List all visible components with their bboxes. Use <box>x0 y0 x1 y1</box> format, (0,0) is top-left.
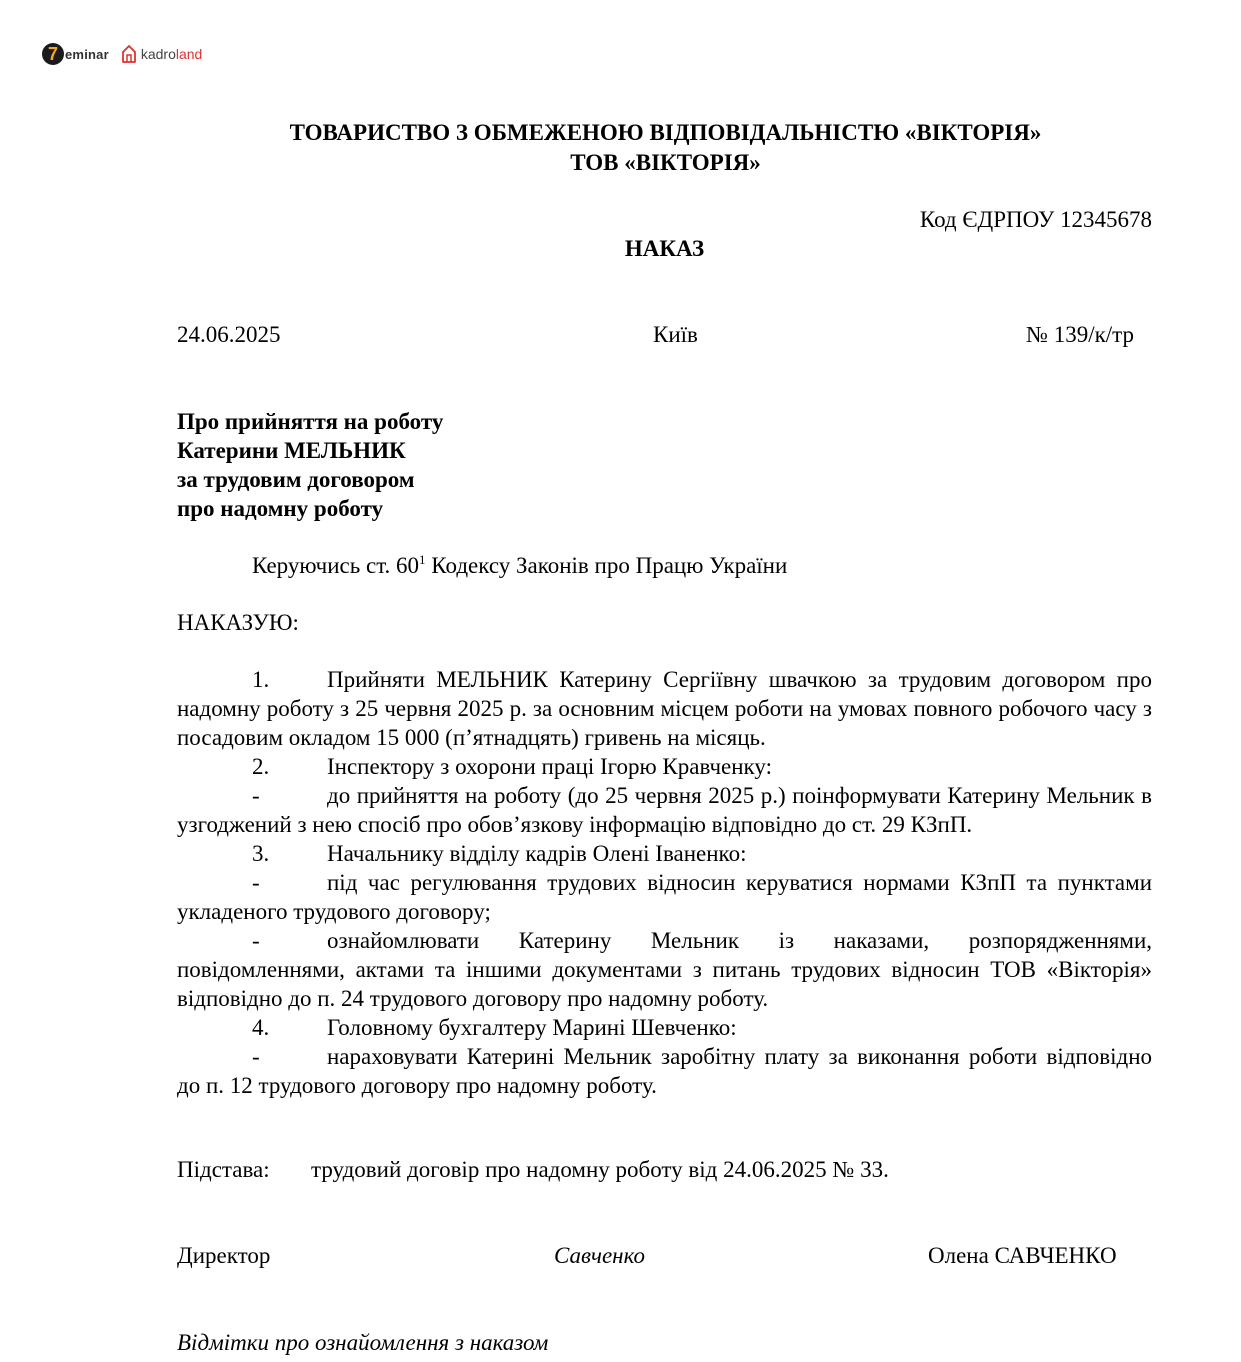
item-label: - <box>252 870 260 895</box>
order-item <box>177 665 1152 752</box>
header-logos <box>42 40 202 68</box>
item-label: 2. <box>252 754 270 779</box>
item-text: до прийняття на роботу (до 25 червня 2025 р.) поінформувати Катерину Мельник в узгоджений з нею спосіб про обов’язкову інформацію відповідно до ст. 29 КЗпП. <box>177 783 1152 837</box>
subject-line: за трудовим договором <box>177 467 415 492</box>
order-subitem <box>177 1042 1152 1100</box>
basis-line <box>177 1155 889 1184</box>
legal-basis-suffix: Кодексу Законів про Працю України <box>425 553 788 578</box>
item-label: 1. <box>252 667 270 692</box>
acknowledgement-note: Відмітки про ознайомлення з наказом <box>177 1330 549 1355</box>
order-date: 24.06.2025 <box>177 322 281 347</box>
item-label: - <box>252 1044 260 1069</box>
item-text: під час регулювання трудових відносин керуватися нормами КЗпП та пунктами укладеного трудового договору; <box>177 870 1152 924</box>
company-short-name: ТОВ «ВІКТОРІЯ» <box>570 150 761 175</box>
kadroland-word-b: land <box>175 45 203 62</box>
item-label: 4. <box>252 1015 270 1040</box>
zeminar-logo <box>42 40 109 69</box>
item-text: Головному бухгалтеру Марині Шевченко: <box>327 1015 737 1040</box>
item-text: Прийняти МЕЛЬНИК Катерину Сергіївну швачкою за трудовим договором про надомну роботу з 25 червня 2025 р. за основним місцем роботи на умовах повного робочого часу з посадовим окладом 15 000 (п’ятнадцять) гривень на місяць. <box>177 667 1152 750</box>
kadroland-logo <box>121 40 203 69</box>
basis-text: трудовий договір про надомну роботу від 24.06.2025 № 33. <box>311 1157 889 1182</box>
signatory-name: Олена САВЧЕНКО <box>928 1243 1117 1268</box>
order-number: № 139/к/тр <box>1026 322 1134 347</box>
subject-line: Катерини МЕЛЬНИК <box>177 438 406 463</box>
zeminar-mark-icon: 7 <box>42 43 64 65</box>
order-word: НАКАЗУЮ: <box>177 610 299 635</box>
kadroland-word-a: kadro <box>140 45 176 62</box>
kadroland-house-icon <box>121 44 137 64</box>
signatory-position: Директор <box>177 1243 271 1268</box>
item-text: Інспектору з охорони праці Ігорю Кравченку: <box>327 754 772 779</box>
basis-label: Підстава: <box>177 1157 270 1182</box>
item-label: - <box>252 928 260 953</box>
order-item <box>177 1013 1152 1042</box>
subject-line: Про прийняття на роботу <box>177 409 444 434</box>
order-subitem <box>177 781 1152 839</box>
order-subject <box>177 407 443 523</box>
order-city: Київ <box>653 322 698 347</box>
order-item <box>177 839 1152 868</box>
document-title: НАКАЗ <box>624 236 705 261</box>
item-label: 3. <box>252 841 270 866</box>
order-subitem <box>177 926 1152 1013</box>
legal-basis <box>252 551 787 580</box>
item-text: ознайомлювати Катерину Мельник із наказами, розпорядженнями, повідомленнями, актами та іншими документами з питань трудових відносин ТОВ «Вікторія» відповідно до п. 24 трудового договору про надомну роботу. <box>177 928 1152 1011</box>
order-subitem <box>177 868 1152 926</box>
company-full-name: ТОВАРИСТВО З ОБМЕЖЕНОЮ ВІДПОВІДАЛЬНІСТЮ «ВІКТОРІЯ» <box>289 120 1042 145</box>
order-items <box>177 665 1152 1100</box>
order-item <box>177 752 1152 781</box>
subject-line: про надомну роботу <box>177 496 384 521</box>
signature: Савченко <box>554 1243 645 1268</box>
edrpou-code: Код ЄДРПОУ 12345678 <box>919 207 1152 232</box>
item-label: - <box>252 783 260 808</box>
legal-basis-prefix: Керуючись ст. 60 <box>252 553 420 578</box>
item-text: нараховувати Катерині Мельник заробітну плату за виконання роботи відповідно до п. 12 трудового договору про надомну роботу. <box>177 1044 1152 1098</box>
item-text: Начальнику відділу кадрів Олені Іваненко: <box>327 841 747 866</box>
legal-basis-sup: 1 <box>419 552 426 567</box>
zeminar-word: eminar <box>65 46 109 62</box>
